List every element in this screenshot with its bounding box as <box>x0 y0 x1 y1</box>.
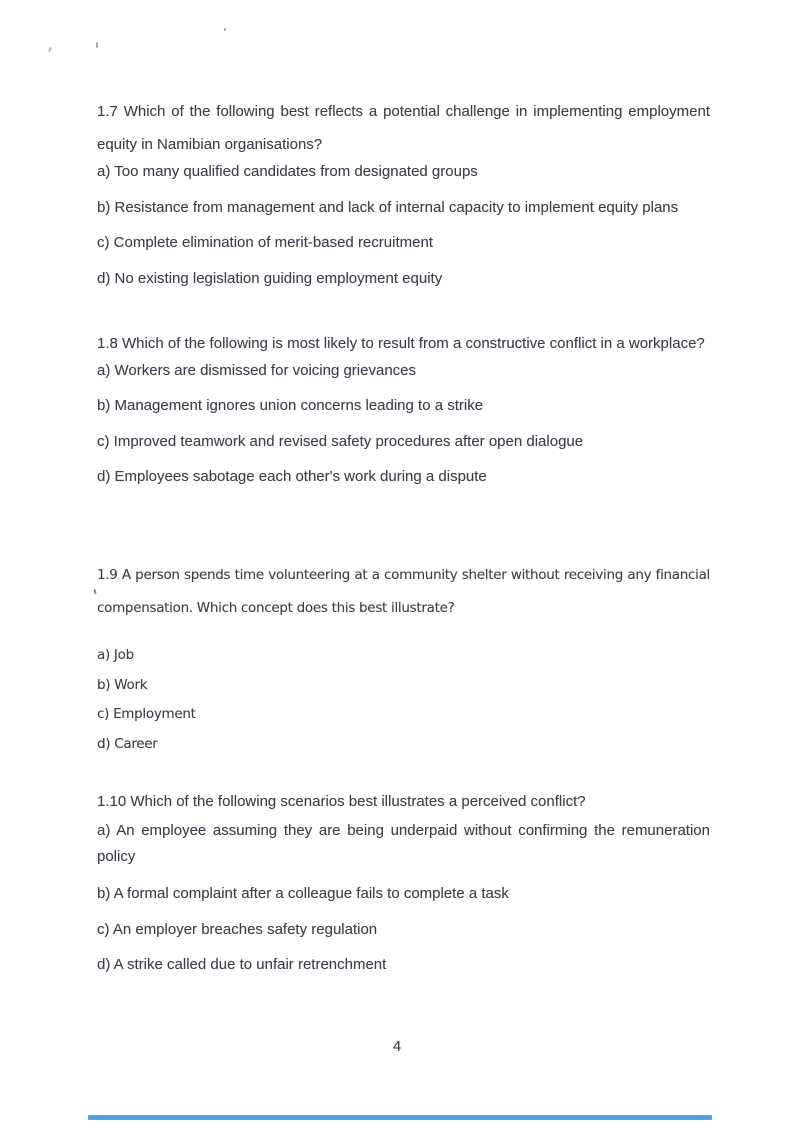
question-1-9-option-d: d) Career <box>97 735 158 752</box>
question-line: 1.7 Which of the following best reflects a potential challenge in implementing employment <box>97 103 710 120</box>
page-content <box>97 95 710 976</box>
question-1-8-option-d: d) Employees sabotage each other's work during a dispute <box>97 468 487 485</box>
question-1-10-text <box>97 785 710 818</box>
question-1-9-option-c: c) Employment <box>97 706 196 722</box>
question-1-7-text <box>97 95 710 161</box>
bottom-accent-bar <box>88 1115 712 1120</box>
question-1-9-option-b: b) Work <box>97 676 148 693</box>
question-1-8 <box>97 327 710 489</box>
scan-speck <box>48 47 51 52</box>
question-1-10-option-d: d) A strike called due to unfair retrenchment <box>97 956 387 973</box>
question-1-10-option-b: b) A formal complaint after a colleague fails to complete a task <box>97 885 509 902</box>
question-line: 1.9 A person spends time volunteering at a community shelter without receiving any financial <box>97 567 710 583</box>
scan-speck <box>224 28 226 31</box>
option-line: policy <box>97 847 136 865</box>
option-line: a) An employee assuming they are being underpaid without confirming the remuneration <box>97 821 710 839</box>
question-1-7-option-b: b) Resistance from management and lack of internal capacity to implement equity plans <box>97 198 679 216</box>
question-1-7 <box>97 95 710 290</box>
question-1-7-option-a: a) Too many qualified candidates from designated groups <box>97 163 478 180</box>
scan-speck <box>96 42 98 48</box>
question-1-8-text <box>97 327 710 360</box>
page-number: 4 <box>392 1038 402 1055</box>
question-1-10-option-a <box>97 818 710 870</box>
question-line: 1.10 Which of the following scenarios best illustrates a perceived conflict? <box>97 792 586 810</box>
question-line: equity in Namibian organisations? <box>97 136 323 153</box>
question-1-7-option-c: c) Complete elimination of merit-based recruitment <box>97 234 433 251</box>
question-1-9 <box>97 559 710 755</box>
question-1-10 <box>97 785 710 977</box>
question-1-7-option-d: d) No existing legislation guiding employment equity <box>97 269 443 287</box>
question-1-9-option-a: a) Job <box>97 647 134 663</box>
question-1-10-option-c: c) An employer breaches safety regulation <box>97 920 378 938</box>
question-1-8-option-b: b) Management ignores union concerns leading to a strike <box>97 397 484 414</box>
question-line: compensation. Which concept does this best illustrate? <box>97 600 455 616</box>
question-1-9-text <box>97 559 710 625</box>
question-1-8-option-a: a) Workers are dismissed for voicing grievances <box>97 361 417 379</box>
question-1-8-option-c: c) Improved teamwork and revised safety procedures after open dialogue <box>97 432 584 450</box>
question-line: 1.8 Which of the following is most likely to result from a constructive conflict in a workplace? <box>97 334 705 352</box>
